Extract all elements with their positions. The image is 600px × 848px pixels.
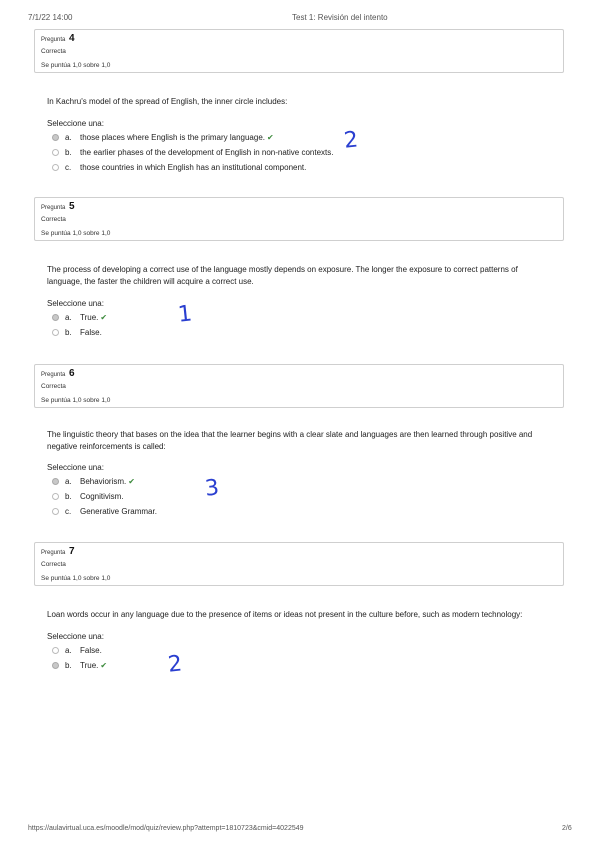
question-info [34,364,564,408]
answer-option[interactable]: b. True. ✔ [52,659,107,671]
checkmark-icon: ✔ [100,660,108,670]
question-text: In Kachru's model of the spread of English, the inner circle includes: [47,97,288,106]
question-state: Correcta [41,383,66,390]
select-prompt: Seleccione una: [47,632,104,641]
radio-button[interactable] [52,329,59,336]
question-number: Pregunta 5 [41,201,75,212]
answer-option[interactable]: a. True. ✔ [52,311,107,323]
select-prompt: Seleccione una: [47,299,104,308]
checkmark-icon: ✔ [128,476,135,486]
answer-option[interactable]: c. Generative Grammar. [52,505,157,517]
radio-button[interactable] [52,647,59,654]
answer-option[interactable]: b. the earlier phases of the development of English in non-native contexts. [52,146,334,158]
handwritten-note: 3 [203,475,221,502]
answer-option[interactable]: b. False. [52,326,102,338]
radio-button[interactable] [52,508,59,515]
radio-button[interactable] [52,662,59,669]
header-title: Test 1: Revisión del intento [292,13,388,22]
question-grade: Se puntúa 1,0 sobre 1,0 [41,230,111,237]
handwritten-note: 2 [342,127,360,154]
question-number: Pregunta 6 [41,368,75,379]
header-date: 7/1/22 14:00 [28,13,73,22]
footer-url[interactable]: https://aulavirtual.uca.es/moodle/mod/quiz/review.php?attempt=1810723&cmid=4022549 [28,825,304,832]
footer-page-number: 2/6 [562,825,572,832]
question-state: Correcta [41,561,66,568]
select-prompt: Seleccione una: [47,119,104,128]
question-state: Correcta [41,48,66,55]
answer-option[interactable]: a. False. [52,644,102,656]
handwritten-note: 1 [176,301,194,328]
question-info [34,542,564,586]
radio-button[interactable] [52,149,59,156]
checkmark-icon: ✔ [100,312,108,322]
handwritten-note: 2 [166,651,184,678]
question-text: The process of developing a correct use of the language mostly depends on exposure. The longer the exposure to correct patterns of language, the faster the children will acquire a correct use. [47,265,518,286]
select-prompt: Seleccione una: [47,463,104,472]
answer-option[interactable]: b. Cognitivism. [52,490,124,502]
question-grade: Se puntúa 1,0 sobre 1,0 [41,62,111,69]
question-info [34,29,564,73]
answer-option[interactable]: a. Behaviorism. ✔ [52,475,135,487]
question-number: Pregunta 7 [41,546,75,557]
question-text: Loan words occur in any language due to the presence of items or ideas not present in the culture before, such as modern technology: [47,610,523,619]
radio-button[interactable] [52,478,59,485]
question-grade: Se puntúa 1,0 sobre 1,0 [41,575,111,582]
question-grade: Se puntúa 1,0 sobre 1,0 [41,397,111,404]
radio-button[interactable] [52,134,59,141]
radio-button[interactable] [52,164,59,171]
radio-button[interactable] [52,314,59,321]
question-info [34,197,564,241]
question-text: The linguistic theory that bases on the idea that the learner begins with a clear slate and languages are then learned through positive and negative reinforcements is called: [47,430,533,451]
answer-option[interactable]: c. those countries in which English has an institutional component. [52,161,306,173]
radio-button[interactable] [52,493,59,500]
answer-option[interactable]: a. those places where English is the primary language. ✔ [52,131,274,143]
question-state: Correcta [41,216,66,223]
question-number: Pregunta 4 [41,33,75,44]
checkmark-icon: ✔ [267,132,274,142]
